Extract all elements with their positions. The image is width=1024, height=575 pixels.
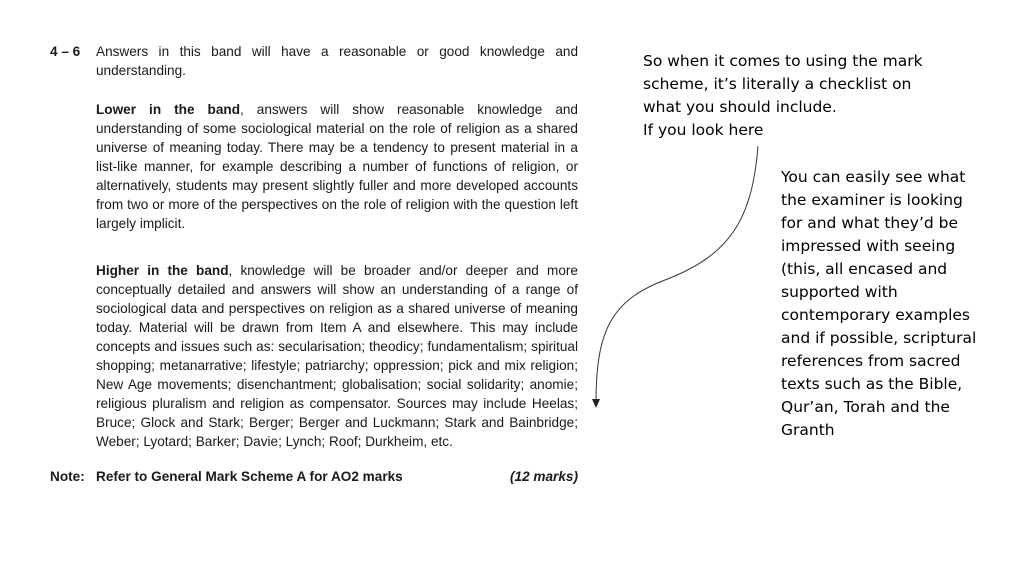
note-text: Refer to General Mark Scheme A for AO2 marks — [96, 469, 403, 484]
intro-comment-line: what you should include. — [643, 98, 837, 116]
note-label: Note: — [50, 469, 85, 484]
higher-band-heading: Higher in the band — [96, 263, 229, 278]
side-comment: You can easily see what the examiner is looking for and what they’d be impressed with seeing (this, all encased and supported with contemporary examples and if possible, scriptural references from sacred texts such as the Bible, Qur’an, Torah and the Granth — [781, 168, 977, 439]
intro-comment-line: If you look here — [643, 121, 764, 139]
intro-comment-line: So when it comes to using the mark — [643, 52, 923, 70]
marks-total: (12 marks) — [509, 469, 578, 484]
band-range: 4 – 6 — [50, 44, 81, 59]
higher-band-text: , knowledge will be broader and/or deeper and more conceptually detailed and answers will show an understanding of a range of sociological data and perspectives on religion as a shared universe of meaning today. Material will be drawn from Item A and elsewhere. This may include concepts and issues such as: secularisation; theodicy; fundamentalism; spiritual shopping; metanarrative; lifestyle; patriarchy; oppression; pick and mix religion; New Age movements; disenchantment; globalisation; social solidarity; anomie; religious pluralism and religion as compensator. Sources may include Heelas; Bruce; Glock and Stark; Berger; Berger and Luckmann; Stark and Bainbridge; Weber; Lyotard; Barker; Davie; Lynch; Roof; Durkheim, etc. — [96, 263, 578, 449]
pointer-arrow-line — [596, 146, 758, 402]
lower-band-text: , answers will show reasonable knowledge and understanding of some sociological material on the role of religion as a shared universe of meaning today. There may be a tendency to present material in a list-like manner, for example describing a number of functions of religion, or alternatively, students may present slightly fuller and more developed accounts from two or more of the perspectives on the role of religion with the question left largely implicit. — [96, 102, 578, 231]
band-intro: Answers in this band will have a reasonable or good knowledge and understanding. — [96, 44, 578, 78]
pointer-arrow-head — [592, 399, 600, 408]
intro-comment-line: scheme, it’s literally a checklist on — [643, 75, 912, 93]
lower-band-heading: Lower in the band — [96, 102, 240, 117]
